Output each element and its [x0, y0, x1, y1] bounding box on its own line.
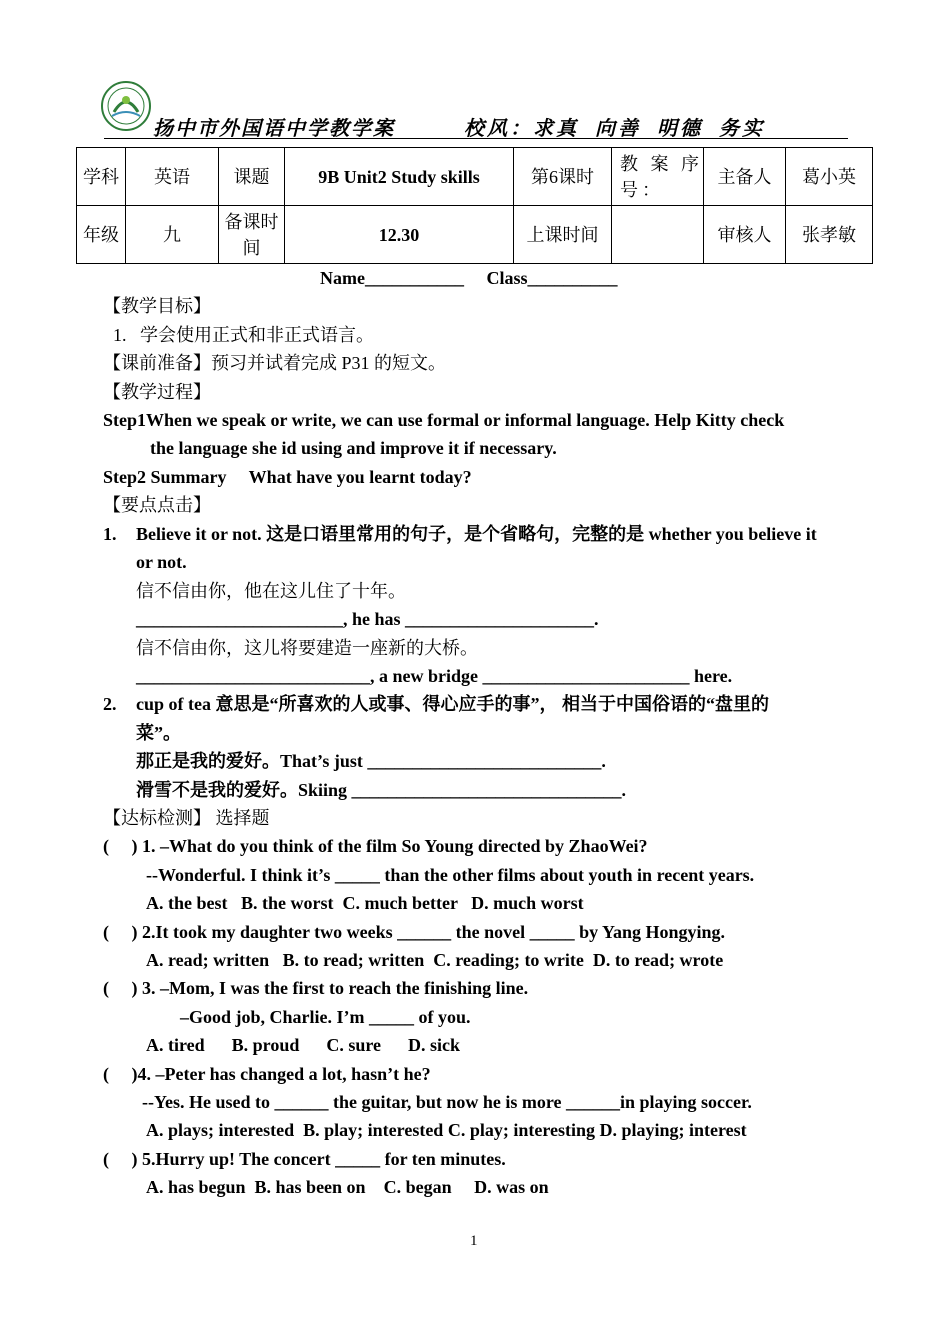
- point-text: 菜”。: [136, 723, 181, 743]
- question-stem: ( ) 5.Hurry up! The concert _____ for ten minutes.: [103, 1149, 506, 1169]
- objective-item: 1. 学会使用正式和非正式语言。: [113, 325, 374, 345]
- fill-blank-line: 滑雪不是我的爱好。Skiing ______________________________.: [136, 780, 627, 800]
- table-cell: 教 案 序号：: [612, 148, 704, 206]
- fill-blank-line: 那正是我的爱好。That’s just __________________________.: [136, 751, 606, 771]
- fill-blank-line: _______________________, he has _____________________.: [136, 609, 599, 629]
- table-cell: 审核人: [704, 206, 786, 264]
- school-title: 扬中市外国语中学教学案: [153, 118, 395, 140]
- table-cell: [612, 206, 704, 264]
- table-cell: 九: [126, 206, 219, 264]
- point-text: 信不信由你，这儿将要建造一座新的大桥。: [136, 638, 478, 658]
- table-cell: 张孝敏: [786, 206, 873, 264]
- table-cell: 12.30: [285, 206, 514, 264]
- list-number: 2.: [103, 694, 117, 714]
- question-options: A. has begun B. has been on C. began D. was on: [146, 1177, 549, 1197]
- section-heading: 【达标检测】 选择题: [103, 808, 270, 828]
- table-cell: 上课时间: [514, 206, 612, 264]
- question-options: A. the best B. the worst C. much better D. much worst: [146, 893, 584, 913]
- table-cell: 学科: [77, 148, 126, 206]
- lesson-info-table: [76, 147, 873, 264]
- table-cell: 年级: [77, 206, 126, 264]
- step-text: Step1When we speak or write, we can use formal or informal language. Help Kitty check: [103, 410, 785, 430]
- point-text: Believe it or not. 这是口语里常用的句子，是个省略句，完整的是 whether you believe it: [136, 524, 817, 544]
- name-class-line: Name___________ Class__________: [320, 268, 618, 288]
- fill-blank-line: __________________________, a new bridge _______________________ here.: [136, 666, 733, 686]
- page-number: 1: [470, 1233, 478, 1249]
- question-stem: --Wonderful. I think it’s _____ than the other films about youth in recent years.: [146, 865, 755, 885]
- section-heading: 【课前准备】预习并试着完成 P31 的短文。: [103, 353, 447, 373]
- question-stem: ( ) 3. –Mom, I was the first to reach the finishing line.: [103, 978, 529, 998]
- table-cell: 课题: [219, 148, 285, 206]
- table-cell: 英语: [126, 148, 219, 206]
- question-options: A. read; written B. to read; written C. reading; to write D. to read; wrote: [146, 950, 724, 970]
- school-logo-icon: [100, 80, 152, 132]
- point-text: 信不信由你，他在这儿住了十年。: [136, 581, 406, 601]
- table-cell: 9B Unit2 Study skills: [285, 148, 514, 206]
- step-text: Step2 Summary What have you learnt today?: [103, 467, 472, 487]
- question-stem: ( ) 2.It took my daughter two weeks ______ the novel _____ by Yang Hongying.: [103, 922, 726, 942]
- list-number: 1.: [103, 524, 117, 544]
- section-heading: 【教学过程】: [103, 382, 211, 402]
- point-text: cup of tea 意思是“所喜欢的人或事、得心应手的事”， 相当于中国俗语的“盘里的: [136, 694, 769, 714]
- question-stem: ( ) 1. –What do you think of the film So Young directed by ZhaoWei?: [103, 836, 648, 856]
- question-options: A. tired B. proud C. sure D. sick: [146, 1035, 461, 1055]
- question-stem: ( )4. –Peter has changed a lot, hasn’t he?: [103, 1064, 431, 1084]
- step-text: the language she id using and improve it if necessary.: [150, 438, 557, 458]
- section-heading: 【要点点击】: [103, 495, 211, 515]
- table-cell: 备课时间: [219, 206, 285, 264]
- table-cell: 葛小英: [786, 148, 873, 206]
- question-stem: –Good job, Charlie. I’m _____ of you.: [180, 1007, 471, 1027]
- table-cell: 第6课时: [514, 148, 612, 206]
- table-cell: 主备人: [704, 148, 786, 206]
- question-options: A. plays; interested B. play; interested C. play; interesting D. playing; interest: [146, 1120, 747, 1140]
- school-motto: 校风：求真 向善 明德 务实: [464, 118, 765, 140]
- header-divider: [104, 138, 848, 139]
- section-heading: 【教学目标】: [103, 296, 211, 316]
- point-text: or not.: [136, 552, 187, 572]
- question-stem: --Yes. He used to ______ the guitar, but now he is more ______in playing soccer.: [142, 1092, 752, 1112]
